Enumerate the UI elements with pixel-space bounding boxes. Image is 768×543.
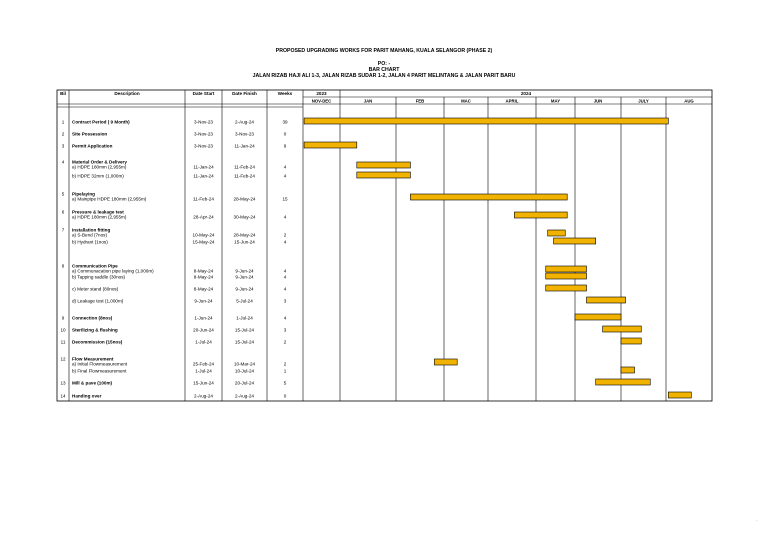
row-description-0: Contract Period ( 9 Month)	[72, 119, 130, 125]
row-date-start-18: 15-Jun-24	[193, 380, 214, 386]
row-weeks-16: 2	[283, 361, 287, 367]
row-description-8: b) Hydrant (1nos)	[72, 239, 108, 245]
gantt-bar-17	[621, 367, 635, 373]
row-description-19: Handing over	[72, 393, 102, 399]
row-date-finish-12: 5-Jul-24	[236, 298, 253, 304]
gantt-bar-19	[668, 392, 691, 398]
month-label-jan: JAN	[363, 98, 373, 104]
gantt-bar-8	[554, 238, 596, 244]
row-description-12: d) Leakage test (1,000m)	[72, 298, 124, 304]
row-weeks-9: 4	[283, 268, 287, 274]
row-bil-15: 11	[60, 339, 66, 345]
row-description-16: Flow Measurement	[72, 356, 114, 362]
row-weeks-13: 4	[283, 315, 287, 321]
row-date-start-14: 20-Jun-24	[193, 327, 214, 333]
page-dot: ·	[756, 518, 758, 524]
row-date-finish-4: 11-Feb-24	[234, 173, 255, 179]
row-date-finish-19: 2-Aug-24	[235, 393, 254, 399]
row-description-4: b) HDPE 32mm (1,000m)	[72, 173, 124, 179]
row-date-start-16: 25-Feb-24	[192, 361, 215, 367]
row-weeks-19: 0	[283, 393, 287, 399]
gantt-bar-9	[546, 266, 587, 272]
row-bil-9: 8	[61, 263, 65, 269]
row-weeks-11: 4	[283, 286, 287, 292]
row-date-finish-15: 15-Jul-24	[234, 339, 255, 345]
row-bil-7: 7	[61, 227, 65, 233]
row-date-start-12: 9-Jun-24	[194, 298, 213, 304]
row-weeks-0: 39	[282, 119, 288, 125]
row-date-start-17: 1-Jul-24	[195, 368, 212, 374]
month-label-nov-dec: NOV-DEC	[311, 98, 332, 104]
row-description-3: Material Order & Delivery	[72, 159, 127, 165]
row-bil-2: 3	[61, 143, 65, 149]
month-label-april: APRIL	[505, 98, 519, 104]
row-sub-description-5: a) Mainpipe HDPE 180mm (2,955m)	[72, 196, 147, 202]
row-date-finish-16: 10-Mar-24	[233, 361, 256, 367]
header-weeks: Weeks	[277, 91, 293, 96]
row-description-14: Sterilizing & flushing	[72, 327, 118, 333]
row-description-13: Connection (8nos)	[72, 315, 113, 321]
row-date-finish-18: 20-Jul-24	[234, 380, 255, 386]
row-weeks-10: 4	[283, 274, 287, 280]
bar-chart-label: BAR CHART	[368, 67, 400, 73]
month-label-feb: FEB	[415, 98, 425, 104]
row-sub-description-7: a) S-Bend (7nos)	[72, 232, 107, 238]
gantt-bar-7	[548, 230, 566, 236]
row-description-2: Permit Application	[72, 143, 113, 149]
table-frame	[57, 90, 712, 401]
row-date-finish-6: 30-May-24	[233, 214, 256, 220]
row-date-start-11: 8-May-24	[193, 286, 214, 292]
row-date-finish-2: 11-Jan-24	[234, 143, 255, 149]
row-date-start-3: 11-Jan-24	[193, 164, 214, 170]
row-description-17: b) Final Flowmeasurement	[72, 368, 127, 374]
row-date-finish-5: 28-May-24	[233, 196, 256, 202]
gantt-bar-6	[514, 212, 567, 218]
header-year-2023: 2023	[316, 91, 327, 96]
row-sub-description-16: a) Initial Flowmeasurement	[72, 361, 128, 367]
row-weeks-8: 4	[283, 239, 287, 245]
row-date-start-2: 3-Nov-23	[194, 143, 213, 149]
row-weeks-14: 3	[283, 327, 287, 333]
row-date-start-1: 3-Nov-23	[194, 131, 213, 137]
header-date-start: Date Start	[192, 91, 215, 96]
row-weeks-4: 4	[283, 173, 287, 179]
gantt-bar-13	[575, 314, 621, 320]
row-date-start-15: 1-Jul-24	[195, 339, 212, 345]
month-label-july: JULY	[638, 98, 649, 104]
row-date-start-7: 10-May-24	[192, 232, 215, 238]
row-date-start-9: 8-May-24	[193, 268, 214, 274]
row-date-start-6: 28-Apr-24	[193, 214, 214, 220]
row-bil-1: 2	[61, 131, 65, 137]
project-roads: JALAN RIZAB HAJI ALI 1-3, JALAN RIZAB SUDAR 1-2, JALAN 4 PARIT MELINTANG & JALAN PARIT BARU	[252, 73, 516, 79]
row-weeks-5: 15	[282, 196, 288, 202]
row-date-finish-10: 9-Jun-24	[235, 274, 254, 280]
row-bil-14: 10	[60, 327, 66, 333]
row-bil-13: 9	[61, 315, 65, 321]
row-bil-18: 13	[60, 380, 66, 386]
row-bil-16: 12	[60, 356, 66, 362]
row-description-11: c) Meter stand (80nos)	[72, 286, 119, 292]
row-weeks-2: 9	[283, 143, 287, 149]
row-sub-description-9: a) Communacation pipe laying (1,000m)	[72, 268, 154, 274]
row-weeks-12: 3	[283, 298, 287, 304]
gantt-bar-10	[546, 273, 587, 279]
row-bil-3: 4	[61, 159, 65, 165]
row-date-start-10: 8-May-24	[193, 274, 214, 280]
row-date-start-13: 1-Jun-24	[194, 315, 213, 321]
row-date-finish-3: 11-Feb-24	[234, 164, 255, 170]
month-label-jun: JUN	[593, 98, 603, 104]
row-description-10: b) Tapping saddle (30nos)	[72, 274, 126, 280]
row-sub-description-6: a) HDPE 180mm (2,955m)	[72, 214, 127, 220]
row-date-start-5: 11-Feb-24	[193, 196, 214, 202]
row-weeks-3: 4	[283, 164, 287, 170]
gantt-bar-5	[410, 194, 567, 200]
row-bil-0: 1	[61, 119, 65, 125]
row-weeks-18: 5	[283, 380, 287, 386]
gantt-bar-14	[603, 326, 642, 332]
month-label-aug: AUG	[684, 98, 694, 104]
row-date-start-4: 11-Jan-24	[193, 173, 214, 179]
gantt-bar-16	[434, 359, 457, 365]
gantt-bar-0	[304, 118, 668, 124]
row-date-start-0: 3-Nov-23	[194, 119, 213, 125]
gantt-bar-2	[304, 142, 357, 148]
row-weeks-7: 2	[283, 232, 287, 238]
row-date-start-8: 15-May-24	[192, 239, 215, 245]
row-sub-description-3: a) HDPE 180mm (2,955m)	[72, 164, 127, 170]
row-weeks-15: 2	[283, 339, 287, 345]
gantt-bar-12	[587, 297, 626, 303]
row-bil-5: 5	[61, 191, 65, 197]
row-description-1: Site Possession	[72, 131, 108, 137]
row-date-start-19: 2-Aug-24	[194, 393, 213, 399]
row-date-finish-0: 2-Aug-24	[235, 119, 254, 125]
row-date-finish-8: 15-Jun-24	[234, 239, 255, 245]
row-weeks-1: 0	[283, 131, 287, 137]
chart-title: PROPOSED UPGRADING WORKS FOR PARIT MAHANG, KUALA SELANGOR (PHASE 2)	[275, 48, 493, 54]
row-description-7: Installation fitting	[72, 227, 111, 233]
gantt-bar-3	[357, 162, 411, 168]
row-date-finish-1: 3-Nov-23	[235, 131, 254, 137]
month-label-mac: MAC	[461, 98, 471, 104]
row-date-finish-9: 9-Jun-24	[235, 268, 254, 274]
row-weeks-6: 4	[283, 214, 287, 220]
header-description: Description	[114, 91, 140, 96]
row-bil-6: 6	[61, 209, 65, 215]
row-description-5: Pipelaying	[72, 191, 95, 197]
month-label-may: MAY	[550, 98, 561, 104]
header-date-finish: Date Finish	[232, 91, 257, 96]
header-bil: Bil	[60, 91, 66, 96]
row-weeks-17: 1	[283, 368, 287, 374]
row-date-finish-7: 28-May-24	[233, 232, 256, 238]
row-description-9: Communication Pipe	[72, 263, 118, 269]
header-year-2024: 2024	[520, 91, 532, 96]
row-date-finish-11: 9-Jun-24	[235, 286, 254, 292]
gantt-bar-18	[596, 379, 651, 385]
row-description-6: Pressure & leakage test	[72, 209, 124, 215]
row-date-finish-14: 15-Jul-24	[234, 327, 255, 333]
po-label: PO: -	[377, 61, 391, 67]
gantt-bar-15	[621, 338, 641, 344]
row-date-finish-17: 10-Jul-24	[234, 368, 255, 374]
row-date-finish-13: 1-Jul-24	[236, 315, 253, 321]
row-description-15: Decommission (15nos)	[72, 339, 123, 345]
row-description-18: Mill & pave (100m)	[72, 380, 113, 386]
gantt-bar-11	[546, 285, 587, 291]
row-bil-19: 14	[60, 393, 66, 399]
gantt-bar-4	[357, 172, 411, 178]
